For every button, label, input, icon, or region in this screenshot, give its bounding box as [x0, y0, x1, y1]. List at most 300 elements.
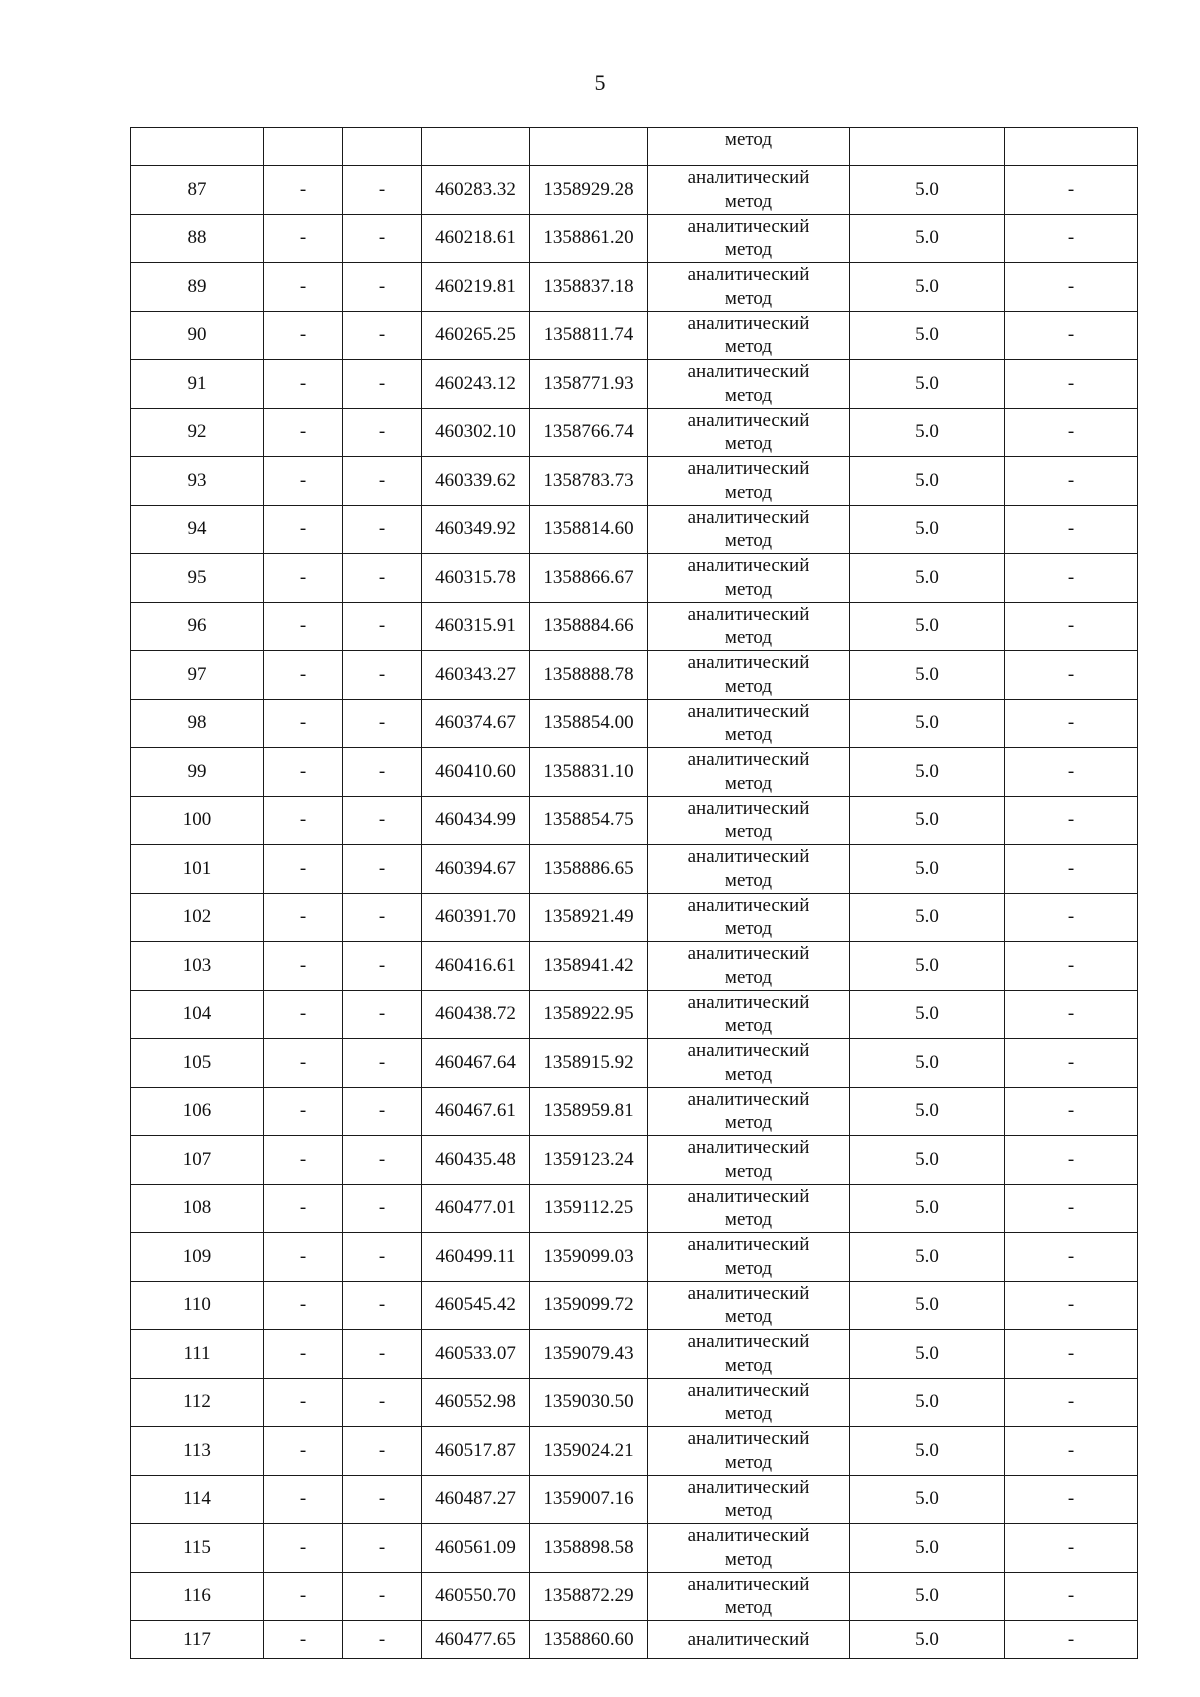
cell-y-coordinate: 1358959.81	[530, 1087, 648, 1136]
cell-col3: -	[343, 990, 422, 1039]
table-row	[131, 505, 1138, 554]
cell-point-number: 105	[131, 1039, 264, 1088]
table-row	[131, 360, 1138, 409]
cell-col2: -	[264, 748, 343, 797]
cell-point-number: 116	[131, 1572, 264, 1621]
cell-x-coordinate: 460545.42	[422, 1281, 530, 1330]
cell-col3: -	[343, 1184, 422, 1233]
cell-x-coordinate: 460394.67	[422, 845, 530, 894]
cell-point-number: 102	[131, 893, 264, 942]
table-row	[131, 990, 1138, 1039]
cell-col3: -	[343, 1136, 422, 1185]
cell-col3: -	[343, 263, 422, 312]
table-row	[131, 893, 1138, 942]
cell-col3: -	[343, 1378, 422, 1427]
method-line-1: аналитический	[687, 458, 810, 479]
cell-col2: -	[264, 1184, 343, 1233]
cell-method	[648, 651, 850, 700]
cell-col8: -	[1005, 845, 1138, 894]
cell-method	[648, 1281, 850, 1330]
method-line-1: аналитический	[687, 1234, 810, 1255]
cell-method	[648, 602, 850, 651]
method-line-2: метод	[724, 918, 773, 940]
method-line-1: аналитический	[687, 846, 810, 867]
cell-x-coordinate: 460477.65	[422, 1621, 530, 1659]
cell-col8: -	[1005, 1136, 1138, 1185]
cell-x-coordinate: 460550.70	[422, 1572, 530, 1621]
cell-col8: -	[1005, 1475, 1138, 1524]
cell-col3: -	[343, 1572, 422, 1621]
cell-col2: -	[264, 408, 343, 457]
cell-col8: -	[1005, 408, 1138, 457]
cell-point-number: 112	[131, 1378, 264, 1427]
method-line-2: метод	[724, 772, 773, 794]
method-line-2: метод	[724, 627, 773, 649]
cell-empty	[1005, 128, 1138, 166]
cell-col3: -	[343, 893, 422, 942]
cell-accuracy: 5.0	[850, 699, 1005, 748]
cell-x-coordinate: 460218.61	[422, 214, 530, 263]
cell-method	[648, 1136, 850, 1185]
method-line-1: аналитический	[687, 652, 810, 673]
method-line-1: аналитический	[687, 700, 810, 722]
cell-col8: -	[1005, 1039, 1138, 1088]
table-row	[131, 942, 1138, 991]
cell-accuracy: 5.0	[850, 1330, 1005, 1379]
cell-point-number: 90	[131, 311, 264, 360]
cell-col2: -	[264, 1330, 343, 1379]
cell-x-coordinate: 460349.92	[422, 505, 530, 554]
cell-method	[648, 1572, 850, 1621]
method-line-2: метод	[724, 530, 773, 552]
cell-empty	[264, 128, 343, 166]
cell-y-coordinate: 1358854.75	[530, 796, 648, 845]
cell-method	[648, 214, 850, 263]
cell-col2: -	[264, 1475, 343, 1524]
table-row	[131, 796, 1138, 845]
cell-col2: -	[264, 1572, 343, 1621]
cell-y-coordinate: 1358922.95	[530, 990, 648, 1039]
cell-col8: -	[1005, 1524, 1138, 1573]
cell-y-coordinate: 1359099.03	[530, 1233, 648, 1282]
cell-col8: -	[1005, 214, 1138, 263]
cell-col3: -	[343, 1330, 422, 1379]
cell-col3: -	[343, 1475, 422, 1524]
cell-y-coordinate: 1359079.43	[530, 1330, 648, 1379]
method-line-1: аналитический	[687, 797, 810, 819]
cell-y-coordinate: 1358872.29	[530, 1572, 648, 1621]
table-row	[131, 1039, 1138, 1088]
cell-col3: -	[343, 748, 422, 797]
cell-y-coordinate: 1358771.93	[530, 360, 648, 409]
cell-col2: -	[264, 554, 343, 603]
method-line-2: метод	[724, 433, 773, 455]
cell-accuracy: 5.0	[850, 893, 1005, 942]
cell-point-number: 99	[131, 748, 264, 797]
method-line-1: аналитический	[687, 1137, 810, 1158]
cell-x-coordinate: 460243.12	[422, 360, 530, 409]
cell-col8: -	[1005, 166, 1138, 215]
cell-method	[648, 942, 850, 991]
cell-point-number: 95	[131, 554, 264, 603]
cell-x-coordinate: 460533.07	[422, 1330, 530, 1379]
cell-accuracy: 5.0	[850, 1378, 1005, 1427]
method-line-1: аналитический	[687, 1185, 810, 1207]
cell-point-number: 94	[131, 505, 264, 554]
cell-point-number: 101	[131, 845, 264, 894]
cell-col2: -	[264, 166, 343, 215]
method-line-2: метод	[724, 966, 773, 988]
table-row	[131, 602, 1138, 651]
method-line-2: метод	[724, 1063, 773, 1085]
cell-point-number: 96	[131, 602, 264, 651]
method-line-1: аналитический	[687, 1088, 810, 1110]
table-row	[131, 748, 1138, 797]
cell-col8: -	[1005, 311, 1138, 360]
table-row	[131, 1524, 1138, 1573]
cell-method	[648, 505, 850, 554]
cell-method	[648, 1039, 850, 1088]
cell-col3: -	[343, 1233, 422, 1282]
cell-x-coordinate: 460416.61	[422, 942, 530, 991]
table-row	[131, 1572, 1138, 1621]
cell-method	[648, 1475, 850, 1524]
cell-col8: -	[1005, 1281, 1138, 1330]
cell-x-coordinate: 460315.78	[422, 554, 530, 603]
table-row	[131, 408, 1138, 457]
cell-col8: -	[1005, 651, 1138, 700]
cell-point-number: 110	[131, 1281, 264, 1330]
cell-point-number: 107	[131, 1136, 264, 1185]
cell-y-coordinate: 1359024.21	[530, 1427, 648, 1476]
cell-x-coordinate: 460435.48	[422, 1136, 530, 1185]
cell-accuracy: 5.0	[850, 796, 1005, 845]
cell-x-coordinate: 460339.62	[422, 457, 530, 506]
method-line-2: метод	[724, 1597, 773, 1619]
method-line-2: метод	[724, 578, 773, 600]
cell-accuracy: 5.0	[850, 1427, 1005, 1476]
cell-col3: -	[343, 796, 422, 845]
cell-x-coordinate: 460315.91	[422, 602, 530, 651]
method-line-1: аналитический	[687, 215, 810, 237]
cell-y-coordinate: 1358888.78	[530, 651, 648, 700]
cell-col8: -	[1005, 1378, 1138, 1427]
cell-x-coordinate: 460391.70	[422, 893, 530, 942]
cell-accuracy: 5.0	[850, 602, 1005, 651]
cell-accuracy: 5.0	[850, 1136, 1005, 1185]
cell-col8: -	[1005, 1330, 1138, 1379]
cell-accuracy: 5.0	[850, 311, 1005, 360]
cell-method	[648, 990, 850, 1039]
method-line-1: аналитический	[687, 943, 810, 964]
cell-col3: -	[343, 1039, 422, 1088]
method-line-1: аналитический	[687, 603, 810, 625]
cell-accuracy: 5.0	[850, 1572, 1005, 1621]
cell-col2: -	[264, 845, 343, 894]
cell-y-coordinate: 1358766.74	[530, 408, 648, 457]
cell-method	[648, 1427, 850, 1476]
cell-col2: -	[264, 1087, 343, 1136]
cell-col8: -	[1005, 1233, 1138, 1282]
cell-x-coordinate: 460374.67	[422, 699, 530, 748]
cell-point-number: 109	[131, 1233, 264, 1282]
cell-x-coordinate: 460302.10	[422, 408, 530, 457]
cell-x-coordinate: 460467.64	[422, 1039, 530, 1088]
cell-y-coordinate: 1358929.28	[530, 166, 648, 215]
cell-method	[648, 457, 850, 506]
table-row	[131, 1427, 1138, 1476]
cell-x-coordinate: 460499.11	[422, 1233, 530, 1282]
cell-method	[648, 748, 850, 797]
cell-method	[648, 1233, 850, 1282]
continuation-row	[131, 128, 1138, 166]
cell-col2: -	[264, 1524, 343, 1573]
cell-method	[648, 1621, 850, 1659]
cell-accuracy: 5.0	[850, 1281, 1005, 1330]
cell-col2: -	[264, 990, 343, 1039]
table-row	[131, 457, 1138, 506]
cell-col8: -	[1005, 796, 1138, 845]
cell-col8: -	[1005, 748, 1138, 797]
cell-col2: -	[264, 1378, 343, 1427]
cell-col2: -	[264, 263, 343, 312]
cell-x-coordinate: 460410.60	[422, 748, 530, 797]
cell-col3: -	[343, 1281, 422, 1330]
table-row	[131, 651, 1138, 700]
cell-method	[648, 1330, 850, 1379]
table-row	[131, 214, 1138, 263]
cell-col2: -	[264, 1233, 343, 1282]
table-row	[131, 166, 1138, 215]
cell-col8: -	[1005, 1184, 1138, 1233]
cell-empty	[422, 128, 530, 166]
cell-x-coordinate: 460477.01	[422, 1184, 530, 1233]
cell-y-coordinate: 1358886.65	[530, 845, 648, 894]
cell-col8: -	[1005, 893, 1138, 942]
method-line-1: аналитический	[687, 1040, 810, 1061]
cell-accuracy: 5.0	[850, 748, 1005, 797]
cell-col3: -	[343, 408, 422, 457]
cell-point-number: 115	[131, 1524, 264, 1573]
table-row	[131, 1621, 1138, 1659]
table-row	[131, 1087, 1138, 1136]
cell-col2: -	[264, 1281, 343, 1330]
method-line-2: метод	[724, 675, 773, 697]
cell-col3: -	[343, 845, 422, 894]
method-line-1: аналитический	[687, 1476, 810, 1498]
cell-accuracy: 5.0	[850, 1087, 1005, 1136]
page-number: 5	[594, 70, 606, 95]
cell-point-number: 97	[131, 651, 264, 700]
cell-col2: -	[264, 360, 343, 409]
cell-x-coordinate: 460283.32	[422, 166, 530, 215]
cell-accuracy: 5.0	[850, 408, 1005, 457]
cell-col3: -	[343, 214, 422, 263]
cell-point-number: 111	[131, 1330, 264, 1379]
method-line-2: метод	[724, 869, 773, 891]
cell-col8: -	[1005, 699, 1138, 748]
cell-point-number: 117	[131, 1621, 264, 1659]
cell-method	[648, 893, 850, 942]
cell-x-coordinate: 460561.09	[422, 1524, 530, 1573]
table-row	[131, 1184, 1138, 1233]
cell-accuracy: 5.0	[850, 457, 1005, 506]
cell-method	[648, 263, 850, 312]
method-line-2: метод	[724, 1112, 773, 1134]
cell-col8: -	[1005, 505, 1138, 554]
cell-col3: -	[343, 1427, 422, 1476]
method-line-1: аналитический	[687, 1628, 810, 1650]
cell-y-coordinate: 1358814.60	[530, 505, 648, 554]
cell-col3: -	[343, 602, 422, 651]
cell-col8: -	[1005, 942, 1138, 991]
cell-col2: -	[264, 893, 343, 942]
method-line-1: аналитический	[687, 1331, 810, 1352]
table-row	[131, 1378, 1138, 1427]
cell-point-number: 104	[131, 990, 264, 1039]
cell-accuracy: 5.0	[850, 651, 1005, 700]
cell-point-number: 106	[131, 1087, 264, 1136]
method-line-1: аналитический	[687, 1573, 810, 1595]
method-line-2: метод	[724, 1257, 773, 1279]
cell-col3: -	[343, 942, 422, 991]
cell-y-coordinate: 1358941.42	[530, 942, 648, 991]
method-line-2: метод	[724, 1548, 773, 1570]
method-line-1: аналитический	[687, 894, 810, 916]
cell-method	[648, 360, 850, 409]
cell-col2: -	[264, 311, 343, 360]
method-line-2: метод	[724, 1354, 773, 1376]
cell-col2: -	[264, 214, 343, 263]
cell-col8: -	[1005, 360, 1138, 409]
cell-accuracy: 5.0	[850, 1233, 1005, 1282]
method-line-1: аналитический	[687, 167, 810, 188]
method-line-1: аналитический	[687, 1282, 810, 1304]
cell-y-coordinate: 1358837.18	[530, 263, 648, 312]
cell-col2: -	[264, 457, 343, 506]
table-row	[131, 1136, 1138, 1185]
cell-y-coordinate: 1359099.72	[530, 1281, 648, 1330]
method-line-1: аналитический	[687, 1379, 810, 1401]
method-line-2: метод	[724, 724, 773, 746]
cell-accuracy: 5.0	[850, 263, 1005, 312]
cell-empty	[530, 128, 648, 166]
cell-col3: -	[343, 651, 422, 700]
cell-y-coordinate: 1358860.60	[530, 1621, 648, 1659]
cell-y-coordinate: 1358915.92	[530, 1039, 648, 1088]
cell-point-number: 113	[131, 1427, 264, 1476]
method-line-2: метод	[724, 336, 773, 358]
method-line-2: метод	[724, 1500, 773, 1522]
method-line-2: метод	[724, 1209, 773, 1231]
method-line-2: метод	[724, 481, 773, 503]
method-line-2: метод	[724, 287, 773, 309]
cell-col3: -	[343, 457, 422, 506]
cell-accuracy: 5.0	[850, 1475, 1005, 1524]
cell-y-coordinate: 1358854.00	[530, 699, 648, 748]
cell-col8: -	[1005, 1621, 1138, 1659]
cell-accuracy: 5.0	[850, 360, 1005, 409]
cell-col8: -	[1005, 457, 1138, 506]
table-row	[131, 699, 1138, 748]
cell-method	[648, 1184, 850, 1233]
cell-col8: -	[1005, 554, 1138, 603]
cell-accuracy: 5.0	[850, 1524, 1005, 1573]
method-line-1: аналитический	[687, 361, 810, 382]
method-line-1: аналитический	[687, 506, 810, 528]
method-line-2: метод	[724, 1403, 773, 1425]
cell-method	[648, 845, 850, 894]
method-line-1: аналитический	[687, 555, 810, 576]
method-line-2: метод	[724, 239, 773, 261]
cell-method	[648, 1087, 850, 1136]
cell-col2: -	[264, 699, 343, 748]
cell-y-coordinate: 1358921.49	[530, 893, 648, 942]
coordinates-table	[130, 127, 1138, 1659]
method-line-1: аналитический	[687, 312, 810, 334]
cell-accuracy: 5.0	[850, 942, 1005, 991]
cell-col8: -	[1005, 1572, 1138, 1621]
cell-point-number: 98	[131, 699, 264, 748]
cell-point-number: 88	[131, 214, 264, 263]
cell-x-coordinate: 460438.72	[422, 990, 530, 1039]
method-line-1: аналитический	[687, 1525, 810, 1546]
cell-method	[648, 554, 850, 603]
cell-col8: -	[1005, 602, 1138, 651]
cell-empty	[850, 128, 1005, 166]
method-line-2: метод	[724, 1306, 773, 1328]
cell-accuracy: 5.0	[850, 505, 1005, 554]
method-line-1: аналитический	[687, 749, 810, 770]
cell-col2: -	[264, 1621, 343, 1659]
cell-accuracy: 5.0	[850, 845, 1005, 894]
cell-col3: -	[343, 166, 422, 215]
cell-y-coordinate: 1359030.50	[530, 1378, 648, 1427]
cell-x-coordinate: 460434.99	[422, 796, 530, 845]
cell-col3: -	[343, 505, 422, 554]
method-line-2: метод	[724, 1160, 773, 1182]
cell-col8: -	[1005, 1427, 1138, 1476]
cell-col2: -	[264, 651, 343, 700]
cell-empty	[343, 128, 422, 166]
cell-method	[648, 1378, 850, 1427]
cell-y-coordinate: 1358831.10	[530, 748, 648, 797]
table-row	[131, 554, 1138, 603]
table-row	[131, 263, 1138, 312]
cell-y-coordinate: 1358898.58	[530, 1524, 648, 1573]
cell-accuracy: 5.0	[850, 1039, 1005, 1088]
cell-col2: -	[264, 1039, 343, 1088]
cell-y-coordinate: 1359123.24	[530, 1136, 648, 1185]
cell-x-coordinate: 460517.87	[422, 1427, 530, 1476]
cell-accuracy: 5.0	[850, 554, 1005, 603]
method-line-2: метод	[724, 1451, 773, 1473]
cell-point-number: 108	[131, 1184, 264, 1233]
table-body	[131, 128, 1138, 1659]
cell-col8: -	[1005, 263, 1138, 312]
cell-accuracy: 5.0	[850, 214, 1005, 263]
cell-method	[648, 408, 850, 457]
cell-col3: -	[343, 1621, 422, 1659]
cell-method	[648, 796, 850, 845]
method-line-2: метод	[724, 384, 773, 406]
cell-accuracy: 5.0	[850, 1621, 1005, 1659]
cell-point-number: 114	[131, 1475, 264, 1524]
cell-y-coordinate: 1358866.67	[530, 554, 648, 603]
method-line-2: метод	[724, 1015, 773, 1037]
method-line-1: аналитический	[687, 991, 810, 1013]
cell-y-coordinate: 1359007.16	[530, 1475, 648, 1524]
